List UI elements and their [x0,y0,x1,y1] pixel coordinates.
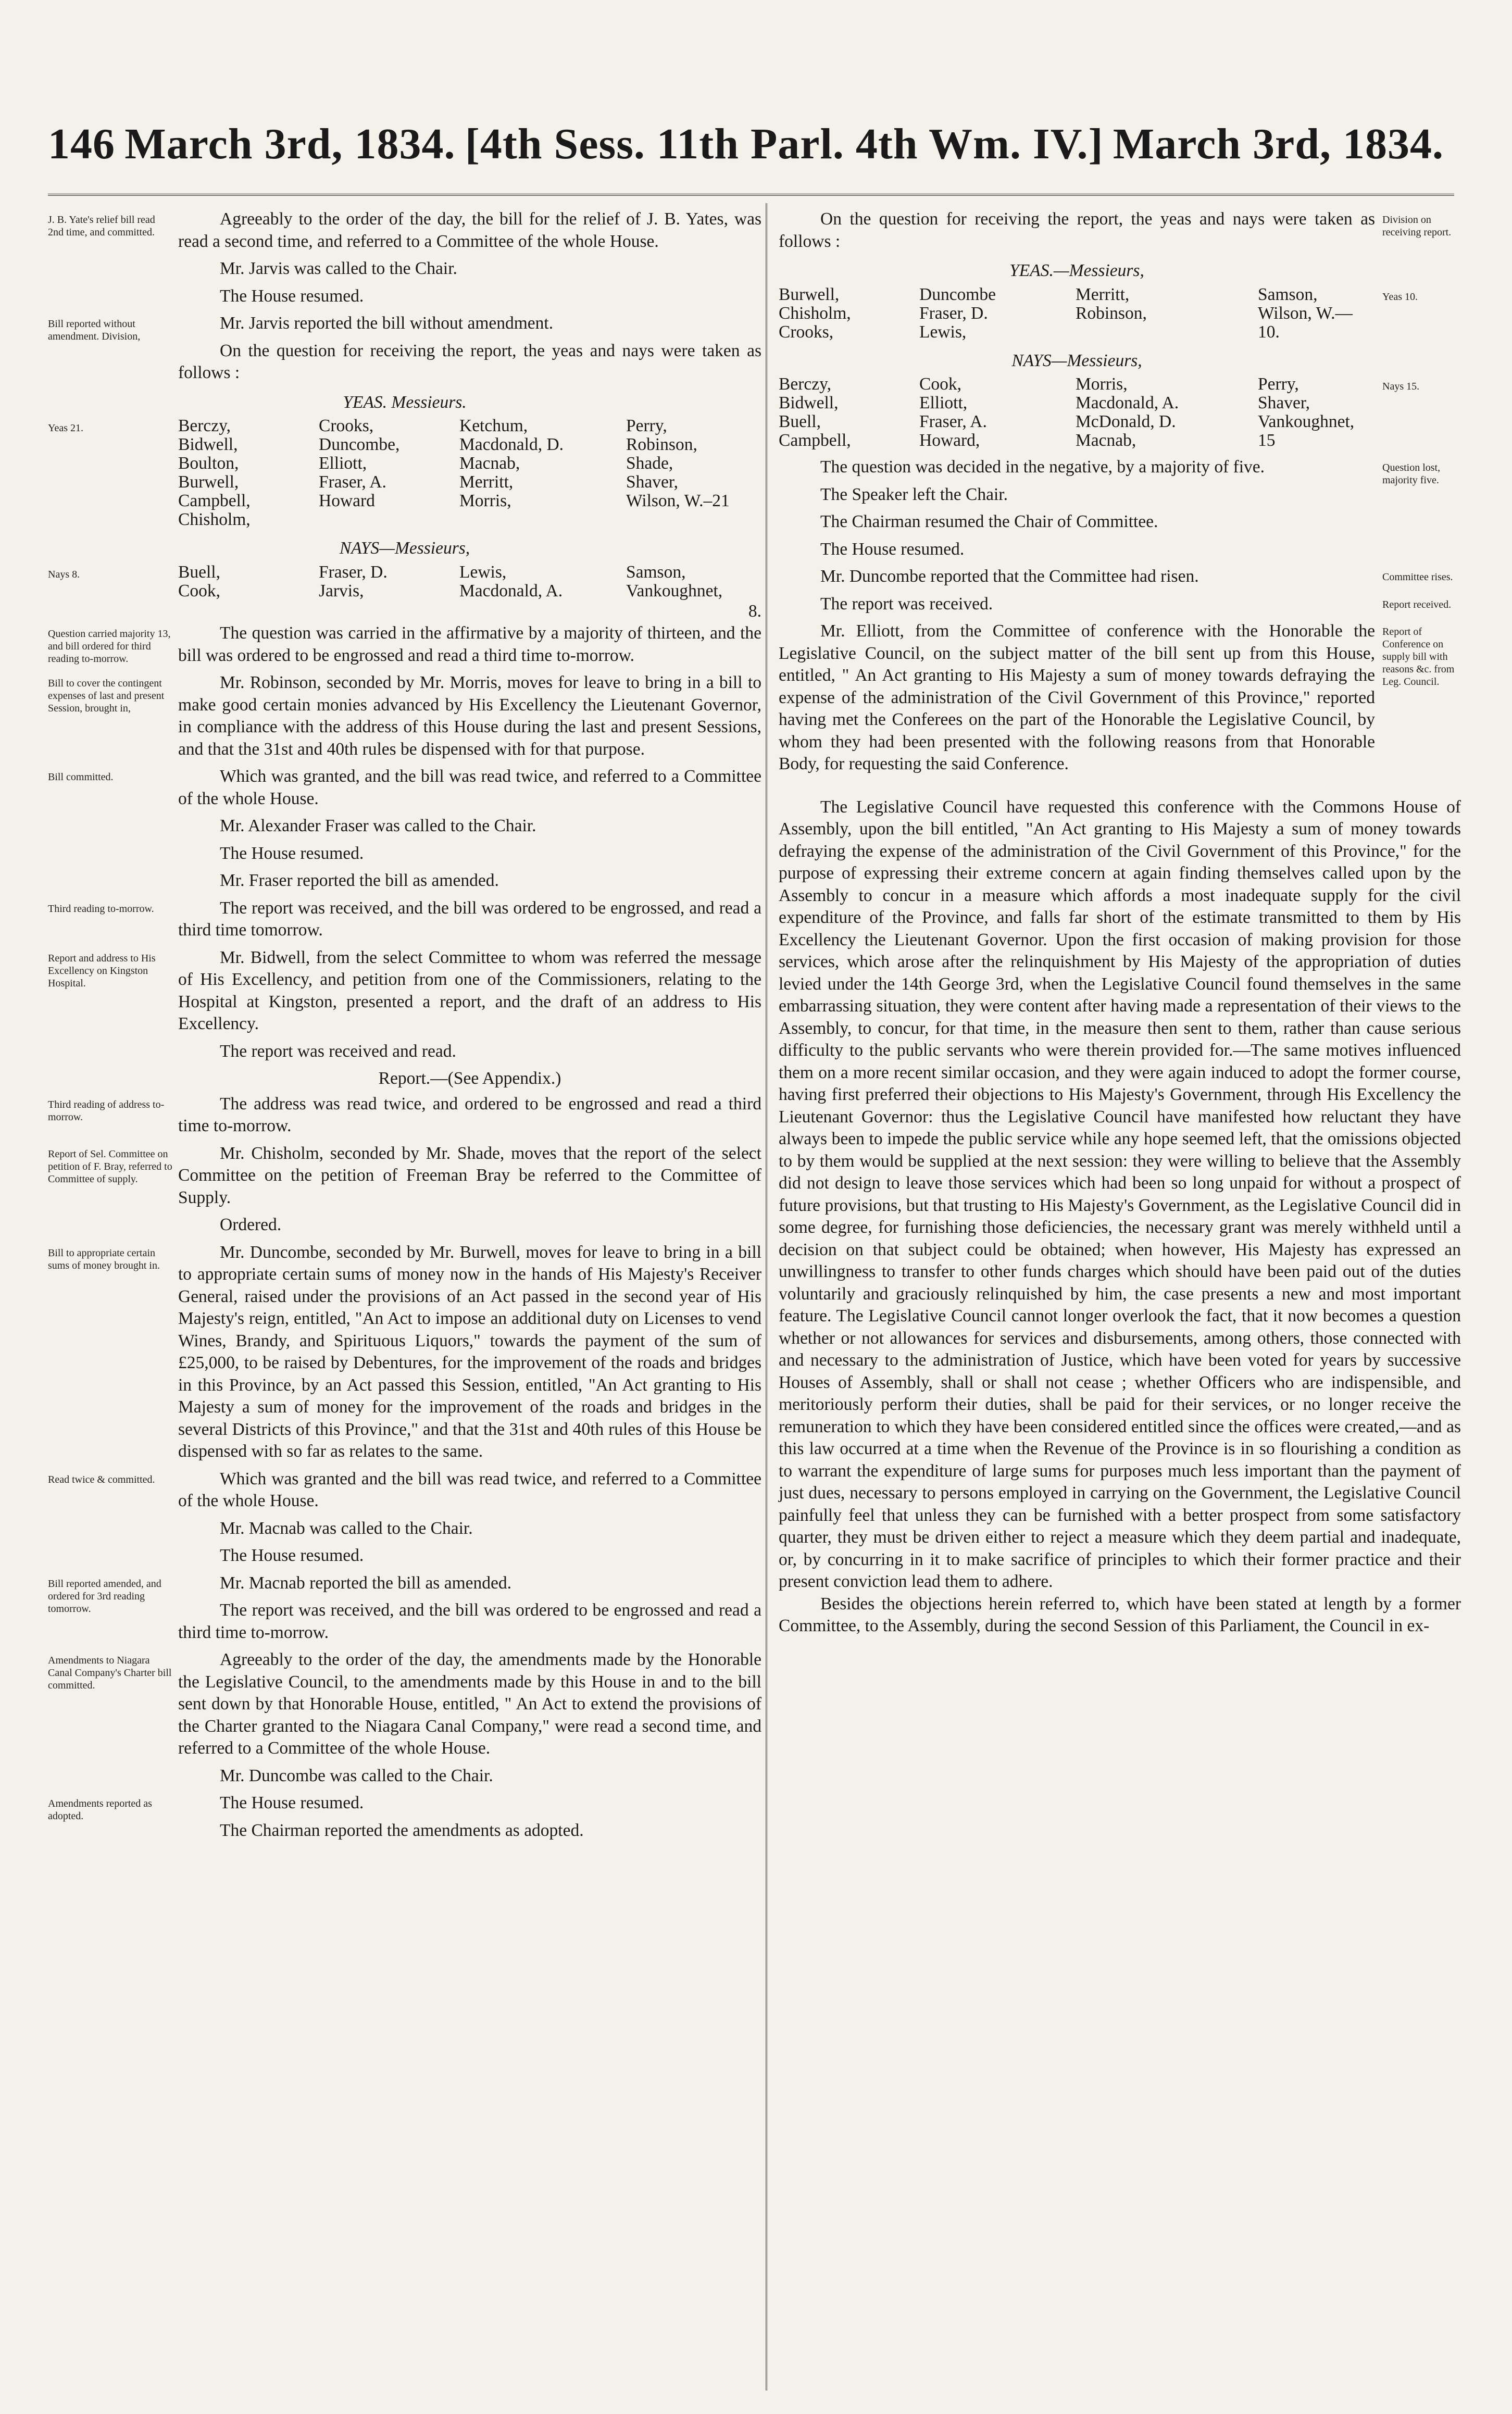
names-grid [779,285,1375,342]
paragraph: On the question for receiving the report, the yeas and nays were taken as follows : [178,341,761,382]
margin-note: Division on receiving report. [1382,214,1452,238]
margin-note: Report and address to His Excellency on Kingston Hospital. [48,952,156,989]
member-name: Duncombe, [319,435,400,454]
member-name [1076,323,1253,342]
margin-note: Question carried majority 13, and bill ordered for third reading to-morrow. [48,628,171,665]
paragraph: Mr. Fraser reported the bill as amended. [220,871,499,890]
member-name: Ketchum, [459,416,528,435]
entry [48,208,761,258]
margin-note: Report received. [1382,598,1452,610]
entry [779,456,1461,566]
entry [48,1143,761,1242]
member-name: Vankoughnet, [1258,412,1355,431]
entry [48,1468,761,1572]
member-name: Vankoughnet, [626,581,723,601]
member-name: Cook, [919,374,961,394]
paragraph: Agreeably to the order of the day, the bill for the relief of J. B. Yates, was read a second time, and referred to a Committee of the whole House. [178,209,761,251]
paragraph: Mr. Duncombe was called to the Chair. [220,1766,493,1785]
column-divider [766,203,767,2391]
member-name: Berczy, [178,416,231,435]
paragraph: Mr. Jarvis reported the bill without amendment. [220,314,554,333]
member-name: Morris, [459,491,511,510]
names-grid [779,375,1375,450]
member-name: Lewis, [919,322,967,342]
paragraph: Mr. Duncombe, seconded by Mr. Burwell, moves for leave to bring in a bill to appropriate certain sums of money now in the hands of His Majesty's Receiver General, raised under the provisions of an Act passed in the second year of His Majesty's reign, entitled, "An Act to impose an additional duty on Licenses to vend Wines, Brandy, and Spirituous Liquors," towards the payment of the sum of £25,000, to be raised by Debentures, for the improvement of the roads and bridges in this Province, by an Act passed this Session, entitled, "An Act granting to His Majesty a sum of money for the improvement of the roads and bridges in the several Districts of this Province," and that the 31st and 40th rules of this House be dispensed with so far as relates to the same. [178,1242,761,1461]
entry [48,1649,761,1792]
margin-note: Third reading of address to-morrow. [48,1098,165,1123]
header-session: [4th Sess. 11th Parl. 4th Wm. IV.] [465,120,1104,168]
margin-note: Bill reported amended, and ordered for 3rd reading tomorrow. [48,1578,161,1615]
paragraph: The report was received, and the bill was ordered to be engrossed and read a third time to-morrow. [178,1600,761,1642]
member-name: Burwell, [178,472,239,492]
entry [48,947,761,1093]
member-name: Burwell, [779,284,840,304]
member-name: Samson, [1258,284,1318,304]
paragraph: The House resumed. [220,286,364,306]
member-name: Shade, [626,454,673,473]
member-name: Fraser, A. [319,472,386,492]
member-name: Robinson, [626,435,697,454]
entry [779,566,1461,593]
entry [48,258,761,312]
paragraph: Mr. Duncombe reported that the Committee had risen. [820,567,1199,586]
paragraph: Ordered. [220,1215,282,1234]
member-name: Fraser, A. [919,412,987,431]
member-name [319,510,454,529]
margin-note: Report of Sel. Committee on petition of F. Bray, referred to Committee of supply. [48,1148,172,1185]
member-name: Fraser, D. [319,562,388,582]
member-name: Samson, [626,562,686,582]
paragraph: The Chairman reported the amendments as adopted. [220,1820,584,1840]
member-name: Elliott, [319,454,367,473]
header-rule [48,194,1454,196]
member-name: Crooks, [319,416,374,435]
member-name: Perry, [1258,374,1299,394]
yeas-list [48,417,761,535]
member-name: Macdonald, D. [459,435,564,454]
member-name: 10. [1258,322,1280,342]
member-name: Wilson, W.— [1258,303,1353,323]
paragraph: Which was granted and the bill was read twice, and referred to a Committee of the whole House. [178,1469,761,1510]
member-name [626,510,761,529]
member-name: Fraser, D. [919,303,988,323]
member-name: Wilson, W.–21 [626,491,730,510]
entry [48,897,761,947]
paragraph: The Speaker left the Chair. [820,484,1008,504]
margin-note: Bill reported without amendment. Division, [48,318,141,342]
paragraph: Mr. Macnab was called to the Chair. [220,1518,473,1538]
member-name: Morris, [1076,374,1128,394]
entry [48,312,761,390]
margin-note: Bill committed. [48,771,114,783]
paragraph: The question was decided in the negative, by a majority of five. [820,457,1265,477]
member-name: McDonald, D. [1076,412,1176,431]
entry [48,672,761,766]
entry [779,208,1461,258]
member-name [459,510,621,529]
entry [48,1792,761,1847]
entry [779,593,1461,621]
paragraph: Agreeably to the order of the day, the amendments made by the Honorable the Legislative Council, to the amendments made by this House in and to the bill sent down by that Honorable House, entitled, " An Act to extend the provisions of the Charter granted to the Niagara Canal Company," were read a second time, and referred to a Committee of the whole House. [178,1650,761,1758]
margin-note: Amendments reported as adopted. [48,1798,152,1822]
member-name: Chisholm, [178,510,251,529]
member-name: Campbell, [779,431,851,450]
member-name: Perry, [626,416,667,435]
margin-note: Bill to appropriate certain sums of money brought in. [48,1247,160,1271]
member-name: Robinson, [1076,303,1147,323]
paragraph: Mr. Robinson, seconded by Mr. Morris, moves for leave to bring in a bill to make good certain monies advanced by His Excellency the Lieutenant Governor, in compliance with the address of this House during the last and present Sessions, and that the 31st and 40th rules be dispensed with for that purpose. [178,673,761,759]
names-grid [178,563,761,601]
member-name: Macdonald, A. [459,581,563,601]
member-name: Howard [319,491,375,510]
yeas-heading: YEAS. Messieurs. [343,392,467,412]
yeas-list [779,285,1461,348]
member-name: Jarvis, [319,581,364,601]
margin-note: Yeas 10. [1382,291,1418,303]
paragraph: Mr. Macnab reported the bill as amended. [220,1573,512,1593]
margin-note: Bill to cover the contingent expenses of last and present Session, brought in, [48,678,165,714]
names-grid [178,417,761,529]
member-name: Buell, [779,412,821,431]
entry [779,620,1461,781]
member-name: Shaver, [1258,393,1310,412]
yeas-heading: YEAS.—Messieurs, [1009,261,1144,280]
member-name: Berczy, [779,374,832,394]
paragraph: On the question for receiving the report, the yeas and nays were taken as follows : [779,209,1375,251]
member-name: Buell, [178,562,220,582]
entry [48,622,761,672]
paragraph: The House resumed. [220,1793,364,1812]
paragraph: Mr. Elliott, from the Committee of conference with the Honorable the Legislative Council, on the subject matter of the bill sent up from this House, entitled, " An Act granting to His Majesty a sum of money towards defraying the expense of the administration of the Civil Government of this Province," reported having met the Conferees on the part of the Honorable the Legislative Council, by whom they had been presented with the following reasons from that Honorable Body, for requesting the said Conference. [779,621,1375,773]
member-name: 15 [1258,431,1276,450]
page-number: 146 [48,120,115,168]
paragraph: The Chairman resumed the Chair of Committee. [820,512,1158,531]
paragraph: Mr. Alexander Fraser was called to the Chair. [220,816,536,835]
member-name: Macnab, [1076,431,1136,450]
header-date-left: March 3rd, 1834. [124,120,456,168]
entry [48,766,761,897]
margin-note: Read twice & committed. [48,1473,155,1485]
member-name: Campbell, [178,491,251,510]
member-name: Macnab, [459,454,520,473]
header-date-right: March 3rd, 1834. [1113,120,1444,168]
nays-total: 8. [748,601,761,621]
member-name: Bidwell, [178,435,238,454]
member-name: Merritt, [1076,284,1130,304]
paragraph: The report was received, and the bill was ordered to be engrossed, and read a third time tomorrow. [178,898,761,940]
nays-heading: NAYS—Messieurs, [339,539,470,558]
margin-note: Yeas 21. [48,422,83,434]
member-name: Elliott, [919,393,968,412]
paragraph: The report was received and read. [220,1041,456,1061]
member-name: Macdonald, A. [1076,393,1179,412]
paragraph: Mr. Chisholm, seconded by Mr. Shade, moves that the report of the select Committee on the petition of Freeman Bray be referred to the Committee of Supply. [178,1143,761,1207]
paragraph: Which was granted, and the bill was read twice, and referred to a Committee of the whole House. [178,767,761,808]
entry [48,1093,761,1143]
paragraph: The House resumed. [220,1546,364,1565]
entry [48,1242,761,1468]
paragraph: The House resumed. [820,539,965,559]
entry [48,1572,761,1649]
member-name: Chisholm, [779,303,851,323]
council-reasons: The Legislative Council have requested this conference with the Commons House of Assembly, upon the bill entitled, "An Act granting to His Majesty a sum of money towards defraying the expense of the administration of the Civil Government of this Province," for the purpose of expressing their extreme concern at again finding themselves called upon by the Assembly to concur in a measure which affords a most inadequate supply for the civil expenditure of the Province, and falls far short of the estimate transmitted to them by His Excellency the Lieutenant Governor. Upon the first occasion of making provision for those services, which arose after the relinquishment by His Majesty of the appropriation of duties levied under the 14th George 3rd, when the Legislative Council found themselves in the same embarrassing situation, they were content after having made a representation of their views to the Assembly, to concur, for that time, in the measure then sent to them, rather than cause serious difficulty to the public servants who were therein provided for.—The same motives influenced them on a more recent similar occasion, and they were again induced to adopt the former course, having first preferred their objections to His Majesty's Government, through His Excellency the Lieutenant Governor: thus the Legislative Council have manifested how reluctant they have always been to impede the public service while any hope seemed left, that the omissions objected to by them would be supplied at the next session: they were willing to believe that the Assembly did not design to leave those services which had been so long unpaid for without a prospect of future provisions, but that trusting to His Majesty's Government, as the Legislative Council did in some degree, for furnishing those deficiencies, the necessary grant was merely withheld until a decision on that subject could be obtained; when however, His Majesty has expressed an unwillingness to transfer to other funds charges which should have been paid out of the duties voluntarily and graciously relinquished by him, the case presents a new and most important feature. The Legislative Council cannot longer overlook the fact, that it now becomes a question whether or not allowances for services and disbursements, among others, those connected with and necessary to the administration of Justice, which have been voted for years by successive Houses of Assembly, shall or shall not cease ; whether Officers who are indispensible, and meritoriously perform their duties, shall be paid for their services, or no longer receive the remuneration to which they have been considered entitled since the offices were created,—and as this law occurred at a time when the Revenue of the Province is in so flourishing a condition as to warrant the expenditure of large sums for purposes much less important than the payment of just dues, necessary to persons employed in carrying on the Government, the Legislative Council painfully feel that unless they can be furnished with a better prospect from some satisfactory quarter, they must be driven either to reject a measure which they deem partial and inadequate, or, by concurring in it to make sacrifice of principles to which their former practice and their present conviction lead them to adhere. [779,797,1461,1591]
member-name: Bidwell, [779,393,839,412]
nays-heading: NAYS—Messieurs, [1011,351,1142,370]
left-column [48,208,761,1847]
margin-note: Question lost, majority five. [1382,462,1441,486]
paragraph: The question was carried in the affirmative by a majority of thirteen, and the bill was ordered to be engrossed and read a third time to-morrow. [178,623,761,665]
paragraph: Besides the objections herein referred to, which have been stated at length by a former Committee, to the Assembly, during the second Session of this Parliament, the Council in ex- [779,1594,1461,1635]
member-name: Shaver, [626,472,679,492]
margin-note: Nays 15. [1382,381,1420,392]
paragraph: The address was read twice, and ordered to be engrossed and read a third time to-morrow. [178,1094,761,1135]
margin-note: J. B. Yate's relief bill read 2nd time, and committed. [48,214,155,238]
member-name: Merritt, [459,472,514,492]
nays-list [48,563,761,623]
member-name: Lewis, [459,562,507,582]
paragraph: The House resumed. [220,843,364,863]
member-name: Cook, [178,581,220,601]
paragraph: Mr. Jarvis was called to the Chair. [220,259,457,278]
margin-note: Third reading to-morrow. [48,903,154,915]
nays-list [779,375,1461,456]
member-name: Duncombe [919,284,996,304]
member-name: Boulton, [178,454,239,473]
member-name: Howard, [919,431,980,450]
margin-note: Committee rises. [1382,571,1453,583]
right-column [779,208,1461,1643]
margin-note: Amendments to Niagara Canal Company's Charter bill committed. [48,1655,172,1691]
margin-note: Nays 8. [48,568,80,580]
member-name: Crooks, [779,322,834,342]
margin-note: Report of Conference on supply bill with reasons &c. from Leg. Council. [1382,626,1455,687]
report-appendix-note: Report.—(See Appendix.) [378,1069,561,1088]
page-header [48,119,1444,171]
paragraph: The report was received. [820,594,993,614]
paragraph: Mr. Bidwell, from the select Committee to whom was referred the message of His Excellency, and petition from one of the Commissioners, relating to the Hospital at Kingston, presented a report, and the draft of an address to His Excellency. [178,947,761,1033]
